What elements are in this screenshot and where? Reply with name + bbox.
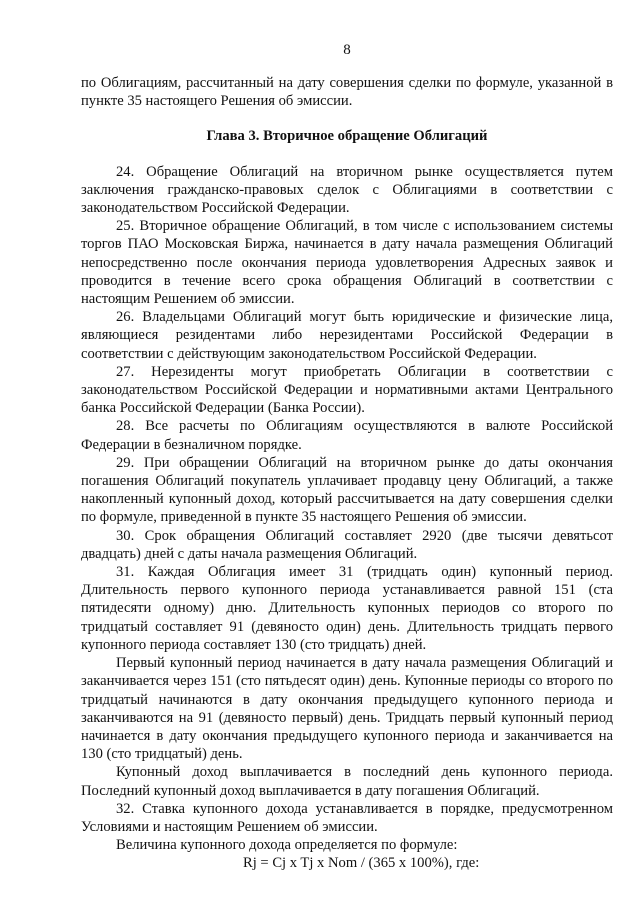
paragraph-31-coupon-payment: Купонный доход выплачивается в последний день купонного периода. Последний купонный доход выплачивается в дату погашения Облигаций. [81,764,613,799]
paragraph-31: 31. Каждая Облигация имеет 31 (тридцать один) купонный период. Длительность первого купонного периода устанавливается равной 151 (ста пятидесяти одному) дню. Длительность купонных периодов со второго по тридцатый составляет 91 (девяносто один) день. Длительность тридцать первого купонного периода составляет 130 (сто тридцать) дней. [81,564,613,653]
paragraph-32: 32. Ставка купонного дохода устанавливается в порядке, предусмотренном Условиями и настоящим Решением об эмиссии. [81,800,613,835]
paragraph-29: 29. При обращении Облигаций на вторичном рынке до даты окончания погашения Облигаций покупатель уплачивает продавцу цену Облигаций, а также накопленный купонный доход, который рассчитывается на дату совершения сделки по формуле, приведенной в пункте 35 настоящего Решения об эмиссии. [81,454,613,526]
paragraph-30: 30. Срок обращения Облигаций составляет 2920 (две тысячи девятьсот двадцать) дней с даты начала размещения Облигаций. [81,527,613,562]
paragraph-continuation: по Облигациям, рассчитанный на дату совершения сделки по формуле, указанной в пункте 35 настоящего Решения об эмиссии. [81,75,613,110]
paragraph-31-first-period: Первый купонный период начинается в дату начала размещения Облигаций и заканчивается через 151 (сто пятьдесят один) день. Купонные периоды со второго по тридцатый начинаются в дату окончания предыдущего купонного периода и заканчиваются на 91 (девяносто первый) день. Тридцать первый купонный период начинается в дату окончания предыдущего купонного периода и заканчивается на 130 (сто тридцатый) день. [81,655,613,763]
paragraph-25: 25. Вторичное обращение Облигаций, в том числе с использованием системы торгов ПАО Московская Биржа, начинается в дату начала размещения Облигаций непосредственно после окончания периода удовлетворения Адресных заявок и проводится в течение всего срока обращения Облигаций в соответствии с настоящим Решением об эмиссии. [81,218,613,308]
paragraph-26: 26. Владельцами Облигаций могут быть юридические и физические лица, являющиеся резидентами либо нерезидентами Российской Федерации в соответствии с действующим законодательством Российской Федерации. [81,309,613,362]
paragraph-27: 27. Нерезиденты могут приобретать Облигации в соответствии с законодательством Российской Федерации и нормативными актами Центрального банка Российской Федерации (Банка России). [81,363,613,417]
paragraph-28: 28. Все расчеты по Облигациям осуществляются в валюте Российской Федерации в безналичном порядке. [81,418,613,453]
chapter-title: Глава 3. Вторичное обращение Облигаций [206,128,488,145]
coupon-formula: Rj = Cj x Tj x Nom / (365 x 100%), где: [243,855,480,872]
paragraph-32-formula-intro: Величина купонного дохода определяется по формуле: [116,837,458,854]
page-number: 8 [343,42,351,58]
document-body [81,74,613,873]
paragraph-24: 24. Обращение Облигаций на вторичном рынке осуществляется путем заключения гражданско-правовых сделок с Облигациями в соответствии с законодательством Российской Федерации. [81,163,613,217]
